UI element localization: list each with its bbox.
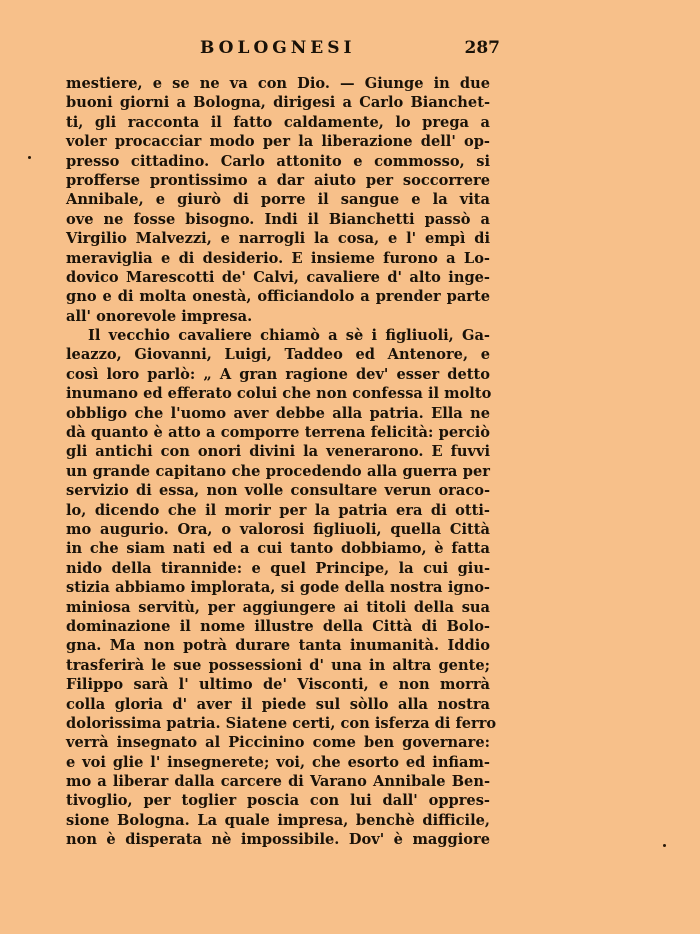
text-line: meraviglia e di desiderio. E insieme furono a Lo- <box>66 249 490 267</box>
text-line: dolorissima patria. Siatene certi, con isferza di ferro <box>66 714 497 732</box>
text-line: in che siam nati ed a cui tanto dobbiamo, è fatta <box>66 540 490 558</box>
text-line: così loro parlò: „ A gran ragione dev' esser detto <box>66 365 490 383</box>
text-line: nido della tirannide: e quel Principe, la cui giu- <box>66 559 490 577</box>
text-line: Filippo sarà l' ultimo de' Visconti, e non morrà <box>66 676 490 694</box>
text-line: un grande capitano che procedendo alla guerra per <box>66 462 490 480</box>
text-line: stizia abbiamo implorata, si gode della nostra igno- <box>66 579 490 597</box>
text-line: sione Bologna. La quale impresa, benchè difficile, <box>66 811 490 829</box>
body-text <box>66 74 497 850</box>
text-line: gna. Ma non potrà durare tanta inumanità. Iddio <box>66 637 490 655</box>
text-line: miniosa servitù, per aggiungere ai titoli della sua <box>66 598 490 616</box>
text-line: verrà insegnato al Piccinino come ben governare: <box>66 734 490 752</box>
text-line: colla gloria d' aver il piede sul sòllo alla nostra <box>66 695 490 713</box>
text-line: dà quanto è atto a comporre terrena felicità: perciò <box>66 424 490 442</box>
text-line: buoni giorni a Bologna, dirigesi a Carlo Bianchet- <box>66 94 490 112</box>
text-line: dominazione il nome illustre della Città di Bolo- <box>66 617 490 635</box>
text-line: profferse prontissimo a dar aiuto per soccorrere <box>66 171 490 189</box>
text-line: leazzo, Giovanni, Luigi, Taddeo ed Antenore, e <box>66 346 490 364</box>
text-line: mestiere, e se ne va con Dio. — Giunge in due <box>66 75 490 92</box>
scan-speck <box>28 156 31 159</box>
running-head <box>66 38 500 64</box>
text-line: Virgilio Malvezzi, e narrogli la cosa, e l' empì di <box>66 230 490 248</box>
text-line: non è disperata nè impossibile. Dov' è maggiore <box>66 831 490 849</box>
text-line: Il vecchio cavaliere chiamò a sè i figliuoli, Ga- <box>88 327 490 345</box>
text-line: dovico Maresсotti de' Calvi, cavaliere d' alto inge- <box>66 268 490 286</box>
text-line: all' onorevole impresa. <box>66 307 253 325</box>
text-line: mo a liberar dalla carcere di Varano Annibale Ben- <box>66 773 490 791</box>
running-title: BOLOGNESI <box>200 38 356 58</box>
text-line: Annibale, e giurò di porre il sangue e la vita <box>66 191 490 209</box>
page-number: 287 <box>464 38 500 58</box>
text-line: servizio di essa, non volle consultare verun oraco- <box>66 482 490 500</box>
scan-speck <box>663 844 666 847</box>
text-line: ove ne fosse bisogno. Indi il Bianchetti passò a <box>66 210 490 228</box>
text-line: obbligo che l'uomo aver debbe alla patria. Ella ne <box>66 404 490 422</box>
text-line: e voi glie l' insegnerete; voi, che esorto ed infiam- <box>66 753 490 771</box>
text-line: inumano ed efferato colui che non confessa il molto <box>66 385 492 403</box>
text-line: presso cittadino. Carlo attonito e commosso, si <box>66 152 490 170</box>
text-line: mo augurio. Ora, o valorosi figliuoli, quella Città <box>66 520 490 538</box>
text-line: trasferirà le sue possessioni d' una in altra gente; <box>66 656 490 674</box>
text-line: voler procacciar modo per la liberazione dell' op- <box>66 133 490 151</box>
text-line: ti, gli racconta il fatto caldamente, lo prega a <box>66 113 490 131</box>
text-line: tivoglio, per toglier poscia con lui dall' oppres- <box>66 792 490 810</box>
text-line: gno e di molta onestà, officiandolo a prender parte <box>66 288 490 306</box>
text-line: gli antichi con onori divini la venerarono. E fuvvi <box>66 443 490 461</box>
text-line: lo, dicendo che il morir per la patria era di otti- <box>66 501 490 519</box>
